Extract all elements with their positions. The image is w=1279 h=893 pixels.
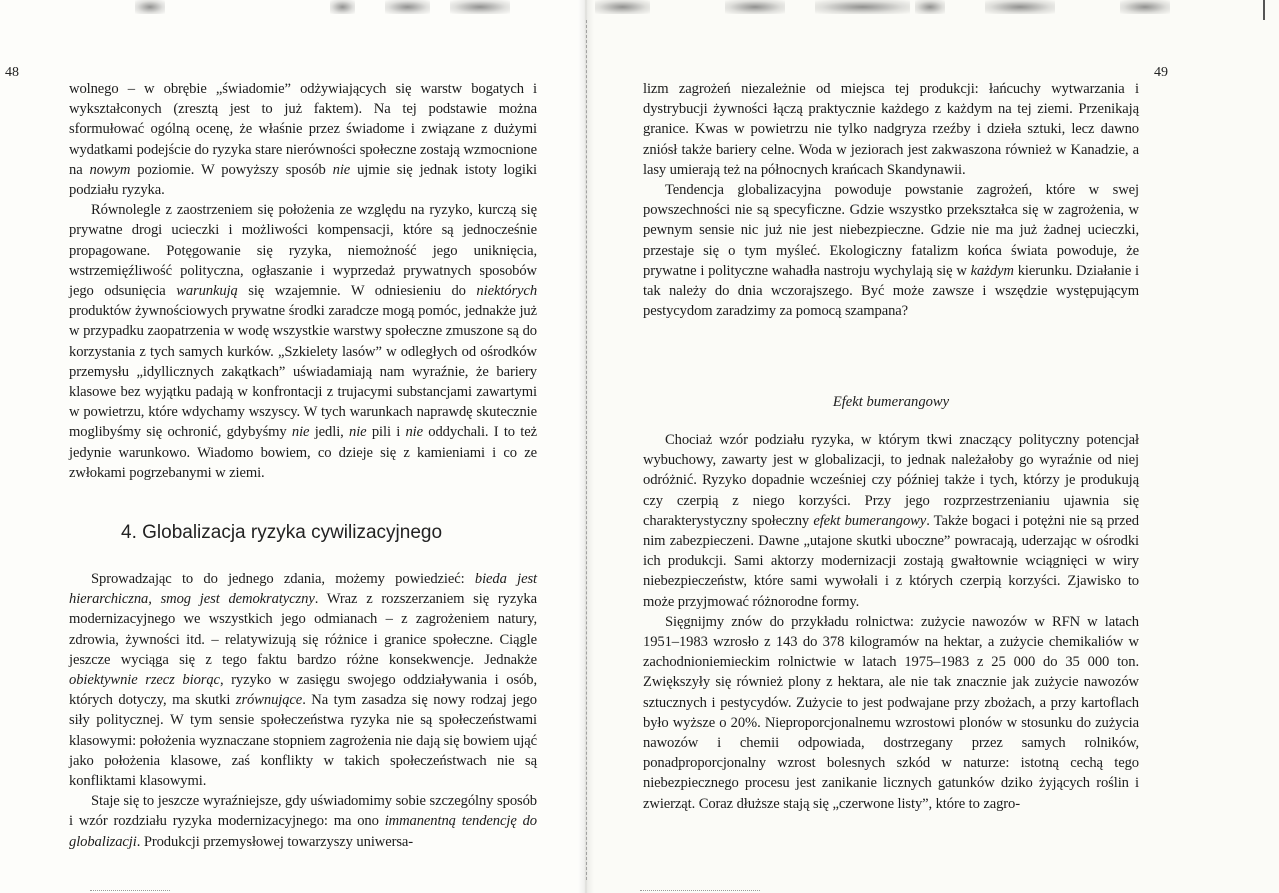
scan-smudge xyxy=(385,0,430,14)
scan-smudge xyxy=(135,0,165,14)
scan-smudge xyxy=(725,0,785,14)
paragraph: wolnego – w obrębie „świadomie” odżywiających się warstw bogatych i wykształconych (zresztą jest to już faktem). Na tej podstawie można sformułować ogólną ocenę, że właśnie przez świadome i związane z dużymi wydatkami podejście do ryzyka stare nierówności społeczne zostają wzmocnione na nowym poziomie. W powyższy sposób nie ujmie się jednak istoty logiki podziału ryzyka. xyxy=(69,81,538,199)
right-page-number: 49 xyxy=(1154,65,1168,80)
paragraph: Staje się to jeszcze wyraźniejsze, gdy uświadomimy sobie szczególny sposób i wzór rozdziału ryzyka modernizacyjnego: ma ono immanentną tendencję do globalizacji. Produkcji przemysłowej towarzyszy uniwersa- xyxy=(69,793,537,850)
emphasis: nie xyxy=(405,424,423,441)
subsection-heading: Efekt bumerangowy xyxy=(832,394,950,410)
section-heading: 4. Globalizacja ryzyka cywilizacyjnego xyxy=(121,522,443,543)
emphasis: obiektywnie rzecz biorąc xyxy=(69,672,220,689)
scan-edge-rule xyxy=(90,890,170,891)
left-text-top xyxy=(69,79,537,483)
paragraph: Równolegle z zaostrzeniem się położenia ze względu na ryzyko, kurczą się prywatne drogi ucieczki i możliwości kompensacji, które są jednocześnie propagowane. Potęgowanie się ryzyka, niemożność jego uniknięcia, wstrzemięźliwość polityczna, ogłaszanie i wyprzedaż prywatnych sposobów jego odsunięcia warunkują się wzajemnie. W odniesieniu do niektórych produktów żywnościowych prywatne środki zaradcze mogą pomóc, jednakże już w przypadku zaopatrzenia w wodę wszystkie warstwy społeczne zmuszone są do korzystania z tych samych kurków. „Szkielety lasów” w odległych od ośrodków przemysłu „idyllicznych zakątkach” uświadamiają nam wyraźnie, że bariery klasowe bez wyjątku padają w konfrontacji z trujacymi substancjami zawartymi w powietrzu, które wdychamy wszyscy. W tych warunkach naprawdę skutecznie moglibyśmy się ochronić, gdybyśmy nie jedli, nie pili i nie oddychali. I to też jedynie warunkowo. Wiadomo bowiem, co dzieje się z kamieniami i co ze zwłokami pogrzebanymi w ziemi. xyxy=(69,202,538,481)
page-edge-mark xyxy=(1263,0,1265,20)
left-text-bottom xyxy=(69,569,537,852)
spine-shadow-line xyxy=(586,20,587,880)
scan-smudge xyxy=(985,0,1055,14)
scan-smudge xyxy=(450,0,510,14)
paragraph: Sięgnijmy znów do przykładu rolnictwa: zużycie nawozów w RFN w latach 1951–1983 wzrosło z 143 do 378 kilogramów na hektar, a zużycie chemikaliów w zachodnioniemieckim rolnictwie w latach 1975–1983 z 25 000 do 35 000 ton. Zwiększyły się również plony z hektara, ale nie tak znacznie jak zużycie nawozów sztucznych i pestycydów. Zużycie to jest podwajane przy zbożach, a przy kartoflach było wyższe o 20%. Nieproporcjonalnemu wzrostowi plonów w stosunku do zużycia nawozów i chemii odpowiada, dostrzegany przez samych rolników, ponadproporcjonalny wzrost bolesnych szkód w naturze: istotną cechą tego niebezpiecznego procesu jest zanikanie licznych gatunków dziko żyjących roślin i zwierząt. Coraz dłuższe stają się „czerwone listy”, które to zagro- xyxy=(643,613,1139,812)
emphasis: bieda jest hierarchiczna, smog jest demokratyczny xyxy=(69,571,537,608)
scan-smudge xyxy=(1120,0,1170,14)
emphasis: efekt bumerangowy xyxy=(813,512,927,529)
paragraph: lizm zagrożeń niezależnie od miejsca tej produkcji: łańcuchy wytwarzania i dystrybucji żywności łączą praktycznie każdego z każdym na tej ziemi. Przenikają granice. Kwas w powietrzu nie tylko nadgryza rzeźby i dzieła sztuki, lecz dawno zniósł także bariery celne. Woda w jeziorach jest zakwaszona również w Kanadzie, a lasy umierają też na północnych krańcach Skandynawii. xyxy=(643,81,1139,178)
emphasis: nowym xyxy=(89,161,131,178)
scan-smudge xyxy=(915,0,945,14)
emphasis: nie xyxy=(332,161,351,178)
emphasis: immanentną tendencję do globalizacji xyxy=(69,813,537,850)
paragraph: Tendencja globalizacyjna powoduje powstanie zagrożeń, które w swej powszechności nie są specyficzne. Gdzie wszystko przekształca się w zagrożenia, w pewnym sensie nic już nie jest niebezpieczne. Gdzie nie ma już żadnej ucieczki, przestaje się o tym myśleć. Ekologiczny fatalizm końca świata powoduje, że prywatne i polityczne wahadła nastroju wychylają się w każdym kierunku. Działanie i tak należy do dnia wczorajszego. Być może zawsze i wszędzie występującym pestycydom zaradzimy za pomocą szampana? xyxy=(643,182,1140,320)
emphasis: zrównujące xyxy=(235,692,303,709)
emphasis: każdym xyxy=(970,262,1014,279)
scan-smudge xyxy=(815,0,910,14)
emphasis: nie xyxy=(349,424,367,441)
emphasis: niektórych xyxy=(476,283,538,300)
emphasis: warunkują xyxy=(176,283,238,300)
scan-edge-rule xyxy=(640,890,760,891)
left-page-number: 48 xyxy=(5,65,19,80)
scan-smudge xyxy=(330,0,355,14)
right-text-top xyxy=(643,79,1139,321)
right-text-bottom xyxy=(643,430,1139,814)
emphasis: nie xyxy=(291,424,310,441)
paragraph: Sprowadzając to do jednego zdania, możemy powiedzieć: bieda jest hierarchiczna, smog jest demokratyczny. Wraz z rozszerzaniem się ryzyka modernizacyjnego we wszystkich jego odmianach – z zagrożeniem natury, zdrowia, żywności itd. – relatywizują się różnice i granice społeczne. Ciągle jeszcze wyciąga się z tego faktu bardzo różne konsekwencje. Jednakże obiektywnie rzecz biorąc, ryzyko w zasięgu swojego oddziaływania i osób, których dotyczy, ma skutki zrównujące. Na tym zasadza się nowy rodzaj jego siły politycznej. W tym sensie społeczeństwa ryzyka nie są społeczeństwami klasowymi: położenia wyznaczane stopniem zagrożenia nie dają się bowiem ująć jako położenia klasowe, zaś konflikty w takich społeczeństwach nie są konfliktami klasowymi. xyxy=(69,571,537,790)
scan-smudge xyxy=(595,0,650,14)
paragraph: Chociaż wzór podziału ryzyka, w którym tkwi znaczący polityczny potencjał wybuchowy, zawarty jest w globalizacji, to jednak należałoby go wyraźnie od niej odróżnić. Ryzyko dopadnie wcześniej czy później także i tych, którzy je produkują czy czerpią z niego korzyści. Przy jego rozprzestrzenianiu ujawnia się charakterystyczny społeczny efekt bumerangowy. Także bogaci i potężni nie są przed nim zabezpieczeni. Dawne „utajone skutki uboczne” powracają, uderzając w ośrodki ich produkcji. Sami aktorzy modernizacji zostają gwałtownie wciągnięci w wiry niebezpieczeństw, które sami wywołali i z których czerpią korzyści. Zjawisko to może przyjmować różnorodne formy. xyxy=(643,432,1139,610)
